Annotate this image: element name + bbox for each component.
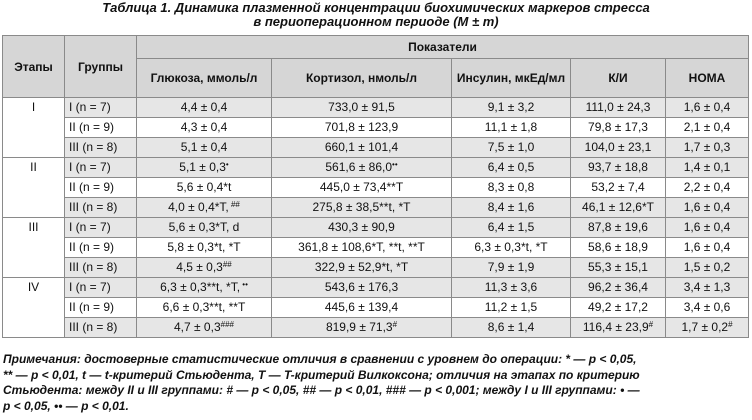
insulin-cell [452, 178, 571, 198]
stage-label: IV [3, 278, 65, 338]
glucose-cell [137, 238, 272, 258]
cortisol-cell [272, 318, 452, 338]
table-body [3, 98, 749, 338]
header-stages: Этапы [3, 36, 65, 98]
cell-value: 6,4 ± 1,5 [487, 220, 535, 234]
insulin-cell [452, 218, 571, 238]
cell-value: 6,4 ± 0,5 [487, 160, 535, 174]
cell-value: 1,7 ± 0,3 [683, 140, 731, 154]
group-cell: III (n = 8) [65, 198, 137, 218]
homa-cell [666, 178, 749, 198]
cell-value: 4,0 ± 0,4*T, [168, 200, 229, 214]
cortisol-cell [272, 278, 452, 298]
cell-value: 111,0 ± 24,3 [585, 100, 651, 114]
glucose-cell [137, 178, 272, 198]
cell-value: 3,4 ± 1,3 [683, 280, 731, 294]
insulin-cell [452, 278, 571, 298]
group-cell: III (n = 8) [65, 138, 137, 158]
cell-value: 11,2 ± 1,5 [484, 300, 538, 314]
cell-value: 701,8 ± 123,9 [324, 120, 399, 134]
title-line-2: в периоперационном периоде (M ± m) [253, 14, 499, 29]
cell-value: 2,2 ± 0,4 [683, 180, 731, 194]
table-row [3, 318, 749, 338]
cell-value: 561,6 ± 86,0 [325, 160, 393, 174]
cell-value: 93,7 ± 18,8 [588, 160, 648, 174]
insulin-cell [452, 138, 571, 158]
table-row [3, 298, 749, 318]
table-row [3, 198, 749, 218]
table-row [3, 158, 749, 178]
glucose-cell [137, 98, 272, 118]
insulin-cell [452, 318, 571, 338]
cortisol-cell [272, 118, 452, 138]
cell-value: 445,6 ± 139,4 [324, 300, 399, 314]
cortisol-cell [272, 138, 452, 158]
insulin-cell [452, 298, 571, 318]
cell-value: 660,1 ± 101,4 [324, 140, 399, 154]
significance-mark: ## [228, 200, 240, 209]
significance-mark: # [392, 320, 398, 329]
cell-value: 4,3 ± 0,4 [180, 120, 228, 134]
cell-value: 445,0 ± 73,4**T [319, 180, 404, 194]
cell-value: 4,5 ± 0,3 [176, 260, 223, 274]
cell-value: 8,3 ± 0,8 [487, 180, 535, 194]
insulin-cell [452, 98, 571, 118]
insulin-cell [452, 198, 571, 218]
ki-cell [571, 158, 666, 178]
ki-cell [571, 138, 666, 158]
cortisol-cell [272, 218, 452, 238]
note-line-4: p < 0,05, •• — p < 0,01. [3, 398, 129, 413]
header-glucose: Глюкоза, ммоль/л [137, 59, 272, 98]
table-row [3, 258, 749, 278]
homa-cell [666, 138, 749, 158]
header-insulin: Инсулин, мкЕд/мл [452, 59, 571, 98]
data-table [2, 35, 749, 338]
table-row [3, 178, 749, 198]
significance-mark: •• [392, 160, 398, 169]
significance-mark: ### [220, 320, 234, 329]
significance-mark: • [225, 160, 229, 169]
cortisol-cell [272, 258, 452, 278]
ki-cell [571, 118, 666, 138]
group-cell: II (n = 9) [65, 238, 137, 258]
stage-label: III [3, 218, 65, 278]
header-homa: HOMA [666, 59, 749, 98]
cell-value: 2,1 ± 0,4 [683, 120, 731, 134]
cell-value: 7,9 ± 1,9 [487, 260, 535, 274]
note-line-3: Стьюдента: между II и III группами: # — p < 0,05, ## — p < 0,01, ### — p < 0,001; между I и III группами: • — [3, 383, 640, 397]
cell-value: 49,2 ± 17,2 [588, 300, 648, 314]
insulin-cell [452, 238, 571, 258]
homa-cell [666, 238, 749, 258]
cell-value: 4,7 ± 0,3 [174, 320, 221, 334]
ki-cell [571, 178, 666, 198]
cell-value: 7,5 ± 1,0 [487, 140, 535, 154]
homa-cell [666, 198, 749, 218]
group-cell: II (n = 9) [65, 118, 137, 138]
homa-cell [666, 218, 749, 238]
insulin-cell [452, 118, 571, 138]
cell-value: 11,3 ± 3,6 [484, 280, 538, 294]
ki-cell [571, 318, 666, 338]
cell-value: 87,8 ± 19,6 [588, 220, 648, 234]
cell-value: 116,4 ± 23,9 [582, 320, 649, 334]
cell-value: 1,5 ± 0,2 [683, 260, 731, 274]
glucose-cell [137, 278, 272, 298]
cell-value: 5,6 ± 0,3*T, d [168, 220, 240, 234]
table-title [0, 1, 752, 29]
header-cortisol: Кортизол, нмоль/л [272, 59, 452, 98]
table-row [3, 238, 749, 258]
note-line-1: Примечания: достоверные статистические отличия в сравнении с уровнем до операции: * — p < 0,05, [3, 352, 637, 366]
significance-mark: # [728, 320, 733, 329]
stage-label: I [3, 98, 65, 158]
insulin-cell [452, 258, 571, 278]
glucose-cell [137, 218, 272, 238]
cell-value: 5,1 ± 0,4 [180, 140, 228, 154]
cell-value: 46,1 ± 12,6*T [582, 200, 654, 214]
group-cell: III (n = 8) [65, 258, 137, 278]
significance-mark: ## [222, 260, 232, 269]
cell-value: 4,4 ± 0,4 [180, 100, 228, 114]
homa-cell [666, 158, 749, 178]
cell-value: 1,6 ± 0,4 [683, 100, 731, 114]
table-row [3, 278, 749, 298]
cell-value: 96,2 ± 36,4 [588, 280, 648, 294]
cortisol-cell [272, 238, 452, 258]
cortisol-cell [272, 298, 452, 318]
cortisol-cell [272, 178, 452, 198]
homa-cell [666, 278, 749, 298]
ki-cell [571, 98, 666, 118]
stage-label: II [3, 158, 65, 218]
significance-mark: # [648, 320, 654, 329]
cell-value: 53,2 ± 7,4 [591, 180, 645, 194]
cell-value: 275,8 ± 38,5**t, *T [312, 200, 411, 214]
group-cell: I (n = 7) [65, 278, 137, 298]
cell-value: 55,3 ± 15,1 [588, 260, 648, 274]
note-line-2: ** — p < 0,01, t — t-критерий Стьюдента, T — T-критерий Вилкоксона; отличия на этапах по критерию [3, 367, 640, 382]
homa-cell [666, 118, 749, 138]
homa-cell [666, 98, 749, 118]
ki-cell [571, 258, 666, 278]
group-cell: I (n = 7) [65, 158, 137, 178]
group-cell: II (n = 9) [65, 298, 137, 318]
glucose-cell [137, 298, 272, 318]
ki-cell [571, 218, 666, 238]
cell-value: 5,8 ± 0,3*t, *T [167, 240, 241, 254]
table-notes [3, 352, 749, 414]
glucose-cell [137, 158, 272, 178]
ki-cell [571, 198, 666, 218]
ki-cell [571, 238, 666, 258]
cell-value: 361,8 ± 108,6*T, **t, **T [298, 240, 425, 254]
glucose-cell [137, 258, 272, 278]
ki-cell [571, 298, 666, 318]
group-cell: I (n = 7) [65, 218, 137, 238]
cell-value: 322,9 ± 52,9*t, *T [314, 260, 409, 274]
header-groups: Группы [65, 36, 137, 98]
cell-value: 5,6 ± 0,4*t [176, 180, 232, 194]
header-indicators: Показатели [137, 36, 749, 59]
cell-value: 819,9 ± 71,3 [325, 320, 393, 334]
header-ki: К/И [571, 59, 666, 98]
cell-value: 5,1 ± 0,3 [179, 160, 226, 174]
cortisol-cell [272, 98, 452, 118]
group-cell: II (n = 9) [65, 178, 137, 198]
title-line-1: Таблица 1. Динамика плазменной концентрации биохимических маркеров стресса [102, 0, 650, 15]
cell-value: 58,6 ± 18,9 [588, 240, 648, 254]
cell-value: 9,1 ± 3,2 [487, 100, 535, 114]
table-row [3, 138, 749, 158]
cell-value: 733,0 ± 91,5 [328, 100, 395, 114]
glucose-cell [137, 198, 272, 218]
significance-mark: •• [240, 280, 248, 289]
cell-value: 6,3 ± 0,3**t, *T, [160, 280, 241, 294]
cell-value: 1,4 ± 0,1 [683, 160, 731, 174]
cortisol-cell [272, 158, 452, 178]
cell-value: 104,0 ± 23,1 [584, 140, 652, 154]
homa-cell [666, 258, 749, 278]
group-cell: I (n = 7) [65, 98, 137, 118]
insulin-cell [452, 158, 571, 178]
table-row [3, 98, 749, 118]
cell-value: 6,3 ± 0,3*t, *T [474, 240, 548, 254]
ki-cell [571, 278, 666, 298]
table-row [3, 118, 749, 138]
cortisol-cell [272, 198, 452, 218]
homa-cell [666, 298, 749, 318]
glucose-cell [137, 138, 272, 158]
group-cell: III (n = 8) [65, 318, 137, 338]
cell-value: 8,6 ± 1,4 [487, 320, 535, 334]
cell-value: 1,7 ± 0,2 [681, 320, 729, 334]
cell-value: 8,4 ± 1,6 [487, 200, 535, 214]
glucose-cell [137, 118, 272, 138]
cell-value: 3,4 ± 0,6 [683, 300, 731, 314]
cell-value: 1,6 ± 0,4 [683, 200, 731, 214]
cell-value: 430,3 ± 90,9 [328, 220, 395, 234]
cell-value: 1,6 ± 0,4 [683, 240, 731, 254]
cell-value: 543,6 ± 176,3 [324, 280, 399, 294]
cell-value: 11,1 ± 1,8 [484, 120, 538, 134]
glucose-cell [137, 318, 272, 338]
table-row [3, 218, 749, 238]
cell-value: 6,6 ± 0,3**t, **T [162, 300, 246, 314]
cell-value: 1,6 ± 0,4 [683, 220, 731, 234]
cell-value: 79,8 ± 17,3 [588, 120, 648, 134]
homa-cell [666, 318, 749, 338]
